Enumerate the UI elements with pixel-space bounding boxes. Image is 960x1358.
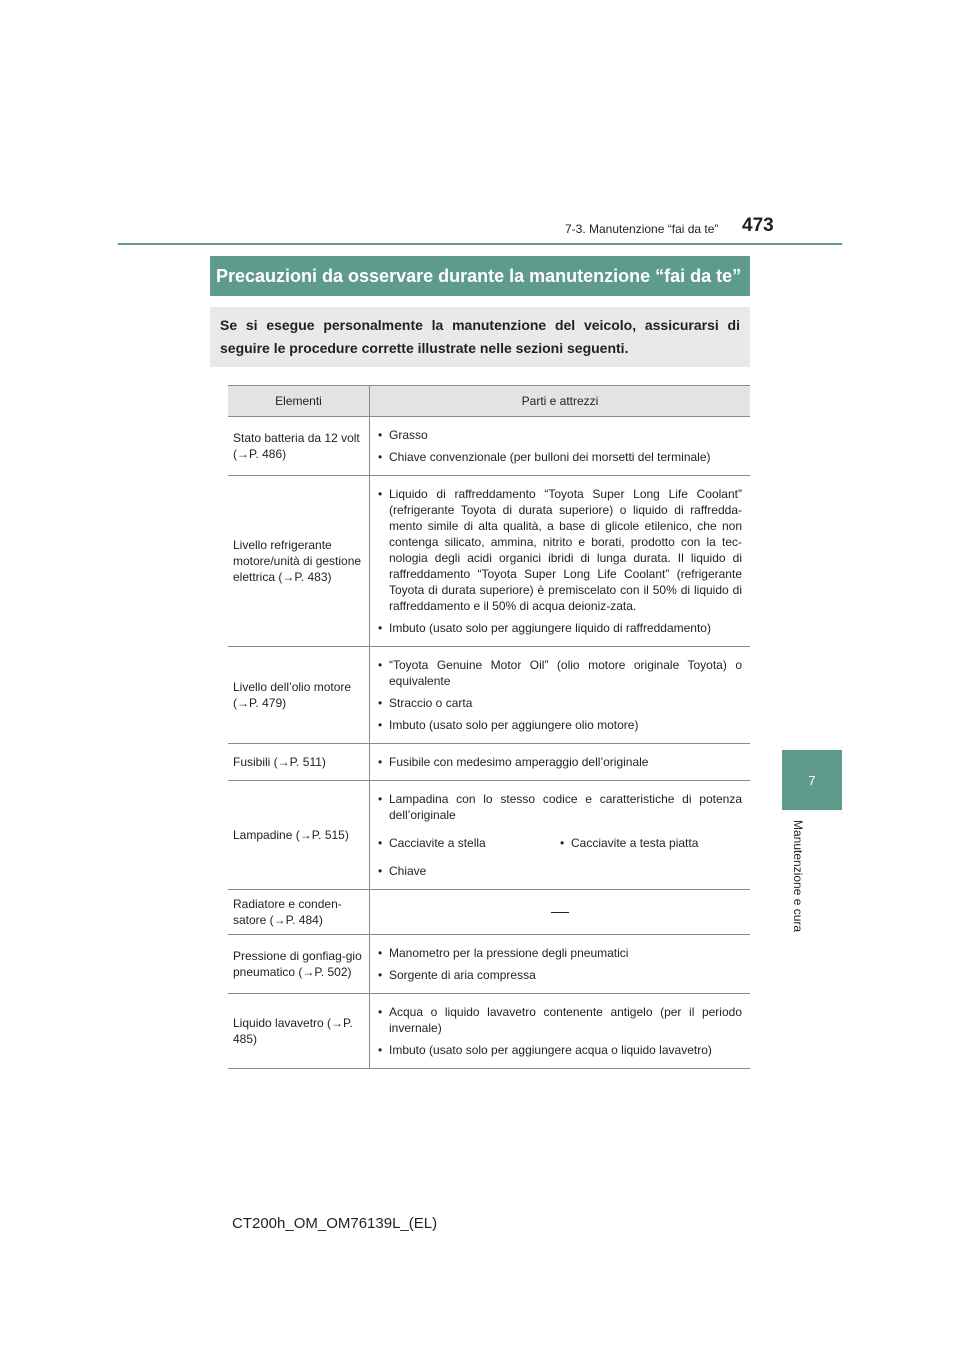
element-cell: Livello dell’olio motore (→P. 479) xyxy=(228,647,370,744)
list-item: • Cacciavite a stella xyxy=(378,835,560,851)
table-row xyxy=(228,935,750,994)
list-item: • Liquido di raffreddamento “Toyota Super Long Life Coolant” (refrigerante Toyota di durata superiore) o liquido di raffredda-mento simile di alta qualità, a base di glicole etilenico, che non contenga silicato, ammina, nitrito e borati, prodotto con la tec-nologia degli acidi organici ibridi di lunga durata. Il liquido di raffreddamento “Toyota Super Long Life Coolant” (refrigerante Toyota di durata superiore) è premiscelato con il 50% di liquido di raffreddamento e il 50% di acqua deioniz-zata. xyxy=(378,486,742,614)
table-row xyxy=(228,417,750,476)
list-pair xyxy=(378,829,742,857)
parts-cell xyxy=(370,994,751,1069)
list-item: • Straccio o carta xyxy=(378,695,742,711)
table-row xyxy=(228,476,750,647)
element-cell: Stato batteria da 12 volt (→P. 486) xyxy=(228,417,370,476)
list-item: • Imbuto (usato solo per aggiungere olio motore) xyxy=(378,717,742,733)
table-row xyxy=(228,994,750,1069)
list-item: • Chiave convenzionale (per bulloni dei morsetti del terminale) xyxy=(378,449,742,465)
intro-box: Se si esegue personalmente la manutenzione del veicolo, assicurarsi di seguire le procedure corrette illustrate nelle sezioni seguenti. xyxy=(210,307,750,367)
list-item: • Cacciavite a testa piatta xyxy=(560,835,742,851)
parts-cell xyxy=(370,781,751,890)
list-item: • Lampadina con lo stesso codice e caratteristiche di potenza dell’originale xyxy=(378,791,742,823)
list-item: • Sorgente di aria compressa xyxy=(378,967,742,983)
element-cell: Pressione di gonfiag-gio pneumatico (→P. 502) xyxy=(228,935,370,994)
list-item: • Fusibile con medesimo amperaggio dell’originale xyxy=(378,754,742,770)
list-item: • Grasso xyxy=(378,427,742,443)
chapter-label: Manutenzione e cura xyxy=(791,820,805,933)
page-number: 473 xyxy=(742,215,774,236)
table-header-row xyxy=(228,386,750,417)
parts-cell xyxy=(370,647,751,744)
element-cell: Livello refrigerante motore/unità di gestione elettrica (→P. 483) xyxy=(228,476,370,647)
element-cell: Radiatore e conden-satore (→P. 484) xyxy=(228,890,370,935)
chapter-number: 7 xyxy=(808,772,816,788)
parts-cell xyxy=(370,417,751,476)
header-rule xyxy=(118,243,842,245)
chapter-tab xyxy=(782,750,842,810)
list-item: • “Toyota Genuine Motor Oil” (olio motore originale Toyota) o equivalente xyxy=(378,657,742,689)
column-header-parti: Parti e attrezzi xyxy=(370,386,751,417)
list-item: • Imbuto (usato solo per aggiungere acqua o liquido lavavetro) xyxy=(378,1042,742,1058)
table-row xyxy=(228,647,750,744)
parts-cell xyxy=(370,476,751,647)
column-header-elementi: Elementi xyxy=(228,386,370,417)
list-item: • Imbuto (usato solo per aggiungere liquido di raffreddamento) xyxy=(378,620,742,636)
parts-cell xyxy=(370,744,751,781)
element-cell: Liquido lavavetro (→P. 485) xyxy=(228,994,370,1069)
document-code: CT200h_OM_OM76139L_(EL) xyxy=(232,1215,438,1232)
table-row xyxy=(228,744,750,781)
section-heading: 7-3. Manutenzione “fai da te” xyxy=(565,222,719,236)
table-row xyxy=(228,890,750,935)
list-item: • Acqua o liquido lavavetro contenente antigelo (per il periodo invernale) xyxy=(378,1004,742,1036)
element-cell: Fusibili (→P. 511) xyxy=(228,744,370,781)
dash-mark xyxy=(551,912,569,913)
list-item: • Manometro per la pressione degli pneumatici xyxy=(378,945,742,961)
page-title: Precauzioni da osservare durante la manutenzione “fai da te” xyxy=(210,256,750,296)
element-cell: Lampadine (→P. 515) xyxy=(228,781,370,890)
parts-cell-empty xyxy=(370,890,751,935)
list-item: • Chiave xyxy=(378,863,742,879)
parts-table xyxy=(228,385,750,1069)
table-row xyxy=(228,781,750,890)
parts-cell xyxy=(370,935,751,994)
